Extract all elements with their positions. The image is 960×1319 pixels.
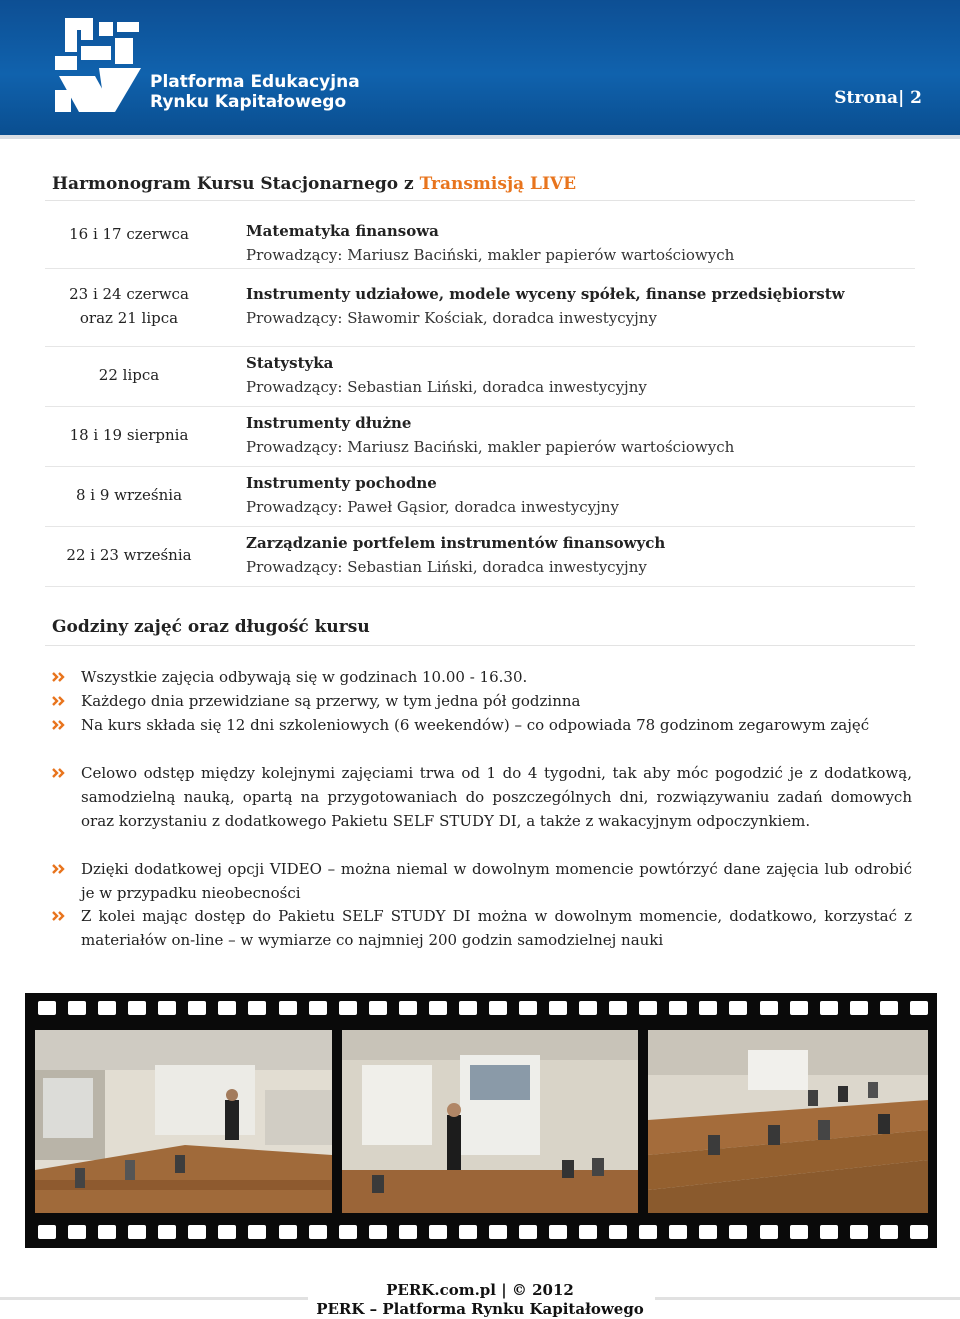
schedule-date [45, 222, 213, 246]
date-line: 22 lipca [98, 366, 160, 384]
date-line: 16 i 17 czerwca [69, 225, 189, 243]
list-item-text: Z kolei mając dostęp do Pakietu SELF STUDY DI można w dowolnym momencie, dodatkowo, korzystać z materiałów on-line – w wymiarze co najmniej 200 godzin samodzielnej nauki [81, 907, 912, 949]
film-holes-top [38, 1001, 928, 1015]
schedule-title [52, 174, 576, 194]
footer-tagline: PERK – Platforma Rynku Kapitałowego [316, 1300, 644, 1318]
logo-line-2: Rynku Kapitałowego [150, 92, 347, 112]
schedule-subject [246, 411, 734, 459]
date-line: 8 i 9 września [75, 486, 183, 504]
page-header [0, 0, 960, 135]
subject-title: Instrumenty pochodne [246, 474, 437, 492]
subject-title: Zarządzanie portfelem instrumentów finansowych [246, 534, 666, 552]
header-divider [0, 135, 960, 139]
double-chevron-icon [52, 911, 66, 921]
date-line: 18 i 19 sierpnia [69, 426, 189, 444]
list-item-text: Dzięki dodatkowej opcji VIDEO – można niemal w dowolnym momencie powtórzyć dane zajęcia lub odrobić je w przypadku nieobecności [81, 860, 912, 902]
schedule-subject [246, 471, 619, 519]
date-line: oraz 21 lipca [79, 309, 179, 327]
list-item-text: Wszystkie zajęcia odbywają się w godzinach 10.00 - 16.30. [81, 668, 528, 686]
schedule-subject [246, 219, 734, 267]
schedule-row [45, 269, 915, 347]
subject-title: Matematyka finansowa [246, 222, 439, 240]
schedule-row [45, 527, 915, 587]
classroom-photo-2 [342, 1030, 638, 1213]
classroom-photo-1 [35, 1030, 332, 1213]
schedule-title-prefix: Harmonogram Kursu Stacjonarnego z [52, 174, 420, 194]
page-number: Strona| 2 [834, 88, 922, 108]
subject-title: Statystyka [246, 354, 334, 372]
schedule-subject [246, 351, 647, 399]
schedule-date [45, 423, 213, 447]
double-chevron-icon [52, 672, 66, 682]
schedule-title-rule [45, 200, 915, 201]
classroom-photo-3 [648, 1030, 928, 1213]
perk-logo-icon [55, 16, 150, 116]
hours-title: Godziny zajęć oraz długość kursu [52, 617, 370, 637]
list-item [52, 761, 912, 833]
schedule-row [45, 347, 915, 407]
schedule-title-live: Transmisją LIVE [419, 174, 577, 194]
subject-lecturer: Prowadzący: Sławomir Kościak, doradca inwestycyjny [246, 309, 657, 327]
hours-title-rule [45, 645, 915, 646]
film-strip [25, 993, 937, 1248]
double-chevron-icon [52, 720, 66, 730]
subject-lecturer: Prowadzący: Mariusz Baciński, makler papierów wartościowych [246, 438, 735, 456]
schedule-subject [246, 531, 665, 579]
list-item-text: Każdego dnia przewidziane są przerwy, w tym jedna pół godzinna [81, 692, 581, 710]
list-item [52, 857, 912, 905]
list-item [52, 904, 912, 952]
subject-lecturer: Prowadzący: Sebastian Liński, doradca inwestycyjny [246, 378, 647, 396]
schedule-date [45, 483, 213, 507]
list-item [52, 713, 912, 737]
list-item [52, 665, 912, 689]
logo-line-1: Platforma Edukacyjna [150, 72, 360, 92]
schedule-row [45, 467, 915, 527]
date-line: 22 i 23 września [66, 546, 192, 564]
list-item-text: Na kurs składa się 12 dni szkoleniowych (6 weekendów) – co odpowiada 78 godzinom zegarowym zajęć [81, 716, 870, 734]
logo-text [150, 72, 360, 112]
subject-lecturer: Prowadzący: Sebastian Liński, doradca inwestycyjny [246, 558, 647, 576]
schedule-date [45, 543, 213, 567]
double-chevron-icon [52, 768, 66, 778]
subject-lecturer: Prowadzący: Paweł Gąsior, doradca inwestycyjny [246, 498, 619, 516]
schedule-subject [246, 282, 845, 330]
subject-title: Instrumenty udziałowe, modele wyceny spółek, finanse przedsiębiorstw [246, 285, 845, 303]
double-chevron-icon [52, 696, 66, 706]
date-line: 23 i 24 czerwca [69, 285, 189, 303]
subject-title: Instrumenty dłużne [246, 414, 412, 432]
schedule-date [45, 363, 213, 387]
list-item [52, 689, 912, 713]
list-item-text: Celowo odstęp między kolejnymi zajęciami trwa od 1 do 4 tygodni, tak aby móc pogodzić je z dodatkową, samodzielną nauką, opartą na przygotowaniach do poszczególnych dni, rozwiązywaniu zadań domowych oraz korzystaniu z dodatkowego Pakietu SELF STUDY DI, a także z wakacyjnym odpoczynkiem. [81, 764, 912, 830]
subject-lecturer: Prowadzący: Mariusz Baciński, makler papierów wartościowych [246, 246, 735, 264]
footer-copyright: PERK.com.pl | © 2012 [386, 1281, 574, 1299]
film-holes-bottom [38, 1225, 928, 1239]
schedule-row [45, 407, 915, 467]
double-chevron-icon [52, 864, 66, 874]
schedule-row [45, 202, 915, 269]
schedule-date [45, 282, 213, 330]
